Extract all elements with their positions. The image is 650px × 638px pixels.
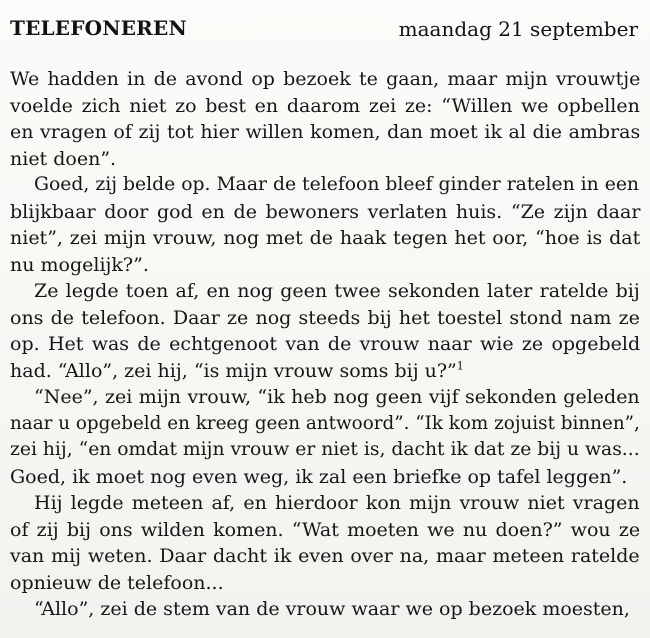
body-text <box>10 66 640 623</box>
text-line: We hadden in de avond op bezoek te gaan, maar mijn vrouwtje <box>10 68 641 90</box>
text-line: had. “Allo”, zei hij, “is mijn vrouw soms bij u?” <box>10 359 457 382</box>
text-line: zei hij, “en omdat mijn vrouw er niet is, dacht ik dat ze bij u was... <box>10 439 640 460</box>
text-line: “Allo”, zei de stem van de vrouw waar we op bezoek moesten, <box>34 598 630 620</box>
paragraph <box>10 66 640 172</box>
text-line-with-footnote <box>10 358 640 385</box>
paragraph <box>10 384 640 490</box>
text-line: Ze legde toen af, en nog geen twee sekonden later ratelde bij <box>34 280 640 302</box>
text-line: op. Het was de echtgenoot van de vrouw naar wie ze opgebeld <box>10 333 641 355</box>
text-line: blijkbaar door god en de bewoners verlaten huis. “Ze zijn daar <box>10 200 641 223</box>
text-line: Goed, ik moet nog even weg, ik zal een briefke op tafel leggen”. <box>10 465 628 488</box>
text-line: of zij bij ons wilden komen. “Wat moeten we nu doen?” wou ze <box>10 518 641 541</box>
text-line: nu mogelijk?”. <box>10 253 149 276</box>
paragraph <box>10 596 640 623</box>
paragraph <box>10 490 640 596</box>
section-date: maandag 21 september <box>398 17 638 41</box>
section-title: TELEFONEREN <box>10 16 187 40</box>
text-line: ons de telefoon. Daar ze nog steeds bij het toestel stond nam ze <box>10 306 640 329</box>
text-line: naar u opgebeld en kreeg geen antwoord”. “Ik kom zojuist binnen”, <box>10 412 640 434</box>
text-line: niet doen”. <box>10 147 117 170</box>
text-line: opnieuw de telefoon... <box>10 571 224 594</box>
text-line: voelde zich niet zo best en daarom zei ze: “Willen we opbellen <box>10 94 640 117</box>
paragraph <box>10 278 640 384</box>
text-line: en vragen of zij tot hier willen komen, dan moet ik al die ambras <box>10 121 641 143</box>
footnote-mark: 1 <box>456 359 464 373</box>
text-line: Hij legde meteen af, en hierdoor kon mijn vrouw niet vragen <box>34 492 640 514</box>
text-line: “Nee”, zei mijn vrouw, “ik heb nog geen vijf sekonden geleden <box>34 386 640 408</box>
paragraph <box>10 172 640 278</box>
page-header <box>10 16 638 48</box>
text-line: niet”, zei mijn vrouw, nog met de haak tegen het oor, “hoe is dat <box>10 227 641 249</box>
text-line: van mij weten. Daar dacht ik even over na, maar meteen ratelde <box>10 545 640 567</box>
text-line: Goed, zij belde op. Maar de telefoon bleef ginder ratelen in een <box>34 174 640 195</box>
